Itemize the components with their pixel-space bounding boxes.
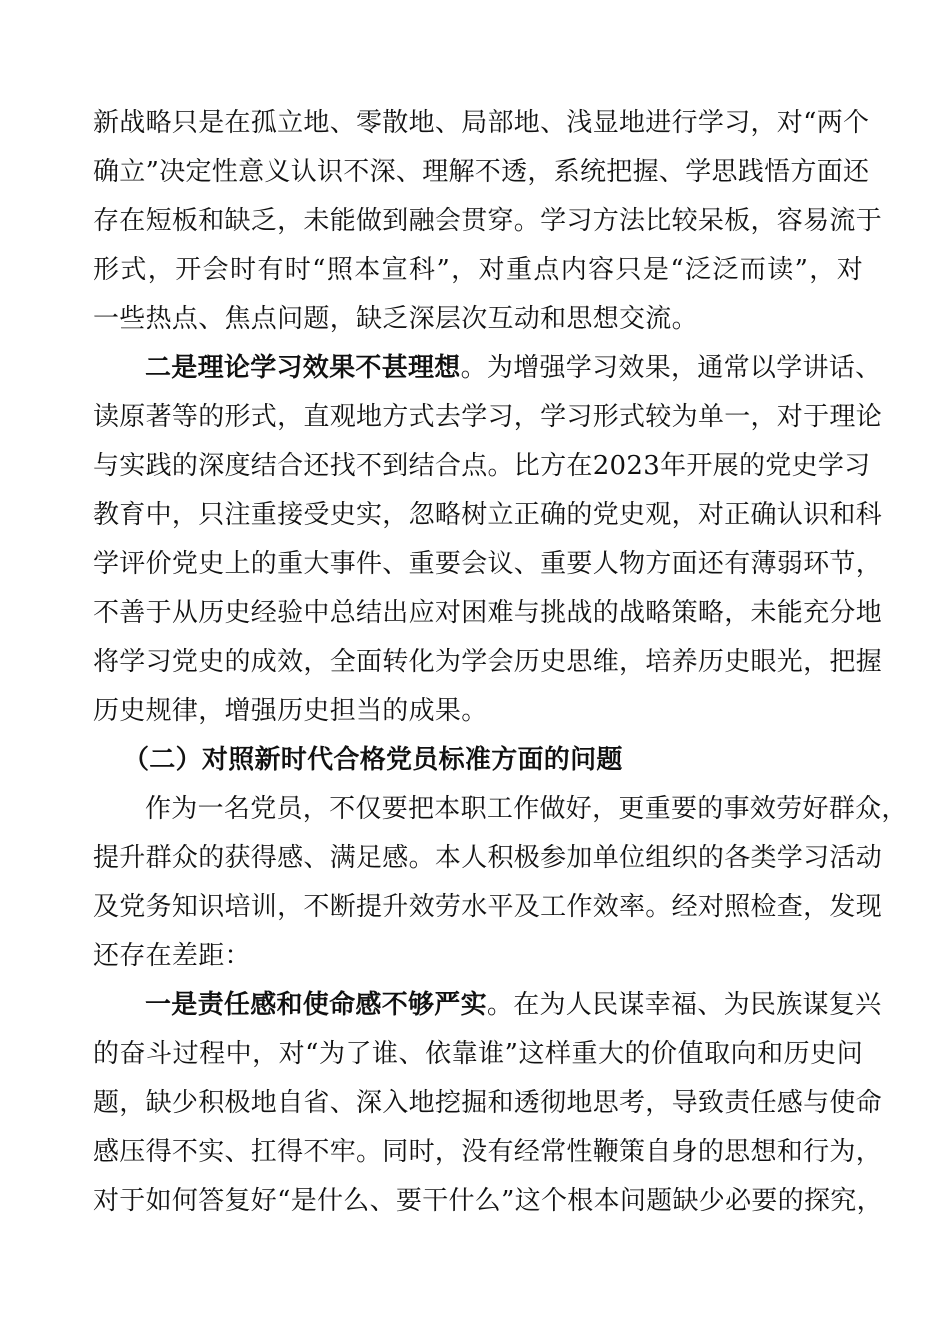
paragraph-line: 还存在差距： xyxy=(93,941,251,971)
lead-rest: 。为增强学习效果，通常以学讲话、 xyxy=(460,353,882,383)
paragraph-line: 及党务知识培训，不断提升效劳水平及工作效率。经对照检查，发现 xyxy=(93,892,883,922)
paragraph-line: 历史规律，增强历史担当的成果。 xyxy=(93,696,488,726)
paragraph-first-line xyxy=(145,980,882,1030)
paragraph-line: 教育中，只注重接受史实，忽略树立正确的党史观，对正确认识和科 xyxy=(93,500,883,530)
paragraph-line: 一些热点、焦点问题，缺乏深层次互动和思想交流。 xyxy=(93,304,698,334)
paragraph-line: 新战略只是在孤立地、零散地、局部地、浅显地进行学习，对“两个 xyxy=(93,108,870,138)
paragraph-line: 将学习党史的成效，全面转化为学会历史思维，培养历史眼光，把握 xyxy=(93,647,883,677)
section-heading: （二）对照新时代合格党员标准方面的问题 xyxy=(123,745,623,775)
bold-lead: 二是理论学习效果不甚理想 xyxy=(145,353,461,383)
paragraph-first-line xyxy=(145,343,882,393)
lead-rest: 。在为人民谋幸福、为民族谋复兴 xyxy=(486,990,882,1020)
paragraph-line: 的奋斗过程中，对“为了谁、依靠谁”这样重大的价值取向和历史问 xyxy=(93,1039,863,1069)
paragraph-line: 确立”决定性意义认识不深、理解不透，系统把握、学思践悟方面还 xyxy=(93,157,870,187)
bold-lead: 一是责任感和使命感不够严实 xyxy=(145,990,487,1020)
paragraph-line: 对于如何答复好“是什么、要干什么”这个根本问题缺少必要的探究， xyxy=(93,1186,883,1216)
paragraph-line: 题，缺少积极地自省、深入地挖掘和透彻地思考，导致责任感与使命 xyxy=(93,1088,883,1118)
paragraph-line: 与实践的深度结合还找不到结合点。比方在2023年开展的党史学习 xyxy=(93,451,871,481)
paragraph-line: 提升群众的获得感、满足感。本人积极参加单位组织的各类学习活动 xyxy=(93,843,883,873)
paragraph-line: 学评价党史上的重大事件、重要会议、重要人物方面还有薄弱环节， xyxy=(93,549,883,579)
paragraph-line: 读原著等的形式，直观地方式去学习，学习形式较为单一，对于理论 xyxy=(93,402,883,432)
paragraph-line: 不善于从历史经验中总结出应对困难与挑战的战略策略，未能充分地 xyxy=(93,598,883,628)
paragraph-line: 存在短板和缺乏，未能做到融会贯穿。学习方法比较呆板，容易流于 xyxy=(93,206,883,236)
paragraph-line: 形式，开会时有时“照本宣科”，对重点内容只是“泛泛而读”，对 xyxy=(93,255,863,285)
paragraph-first-line: 作为一名党员，不仅要把本职工作做好，更重要的事效劳好群众， xyxy=(145,794,908,824)
paragraph-line: 感压得不实、扛得不牢。同时，没有经常性鞭策自身的思想和行为， xyxy=(93,1137,883,1167)
